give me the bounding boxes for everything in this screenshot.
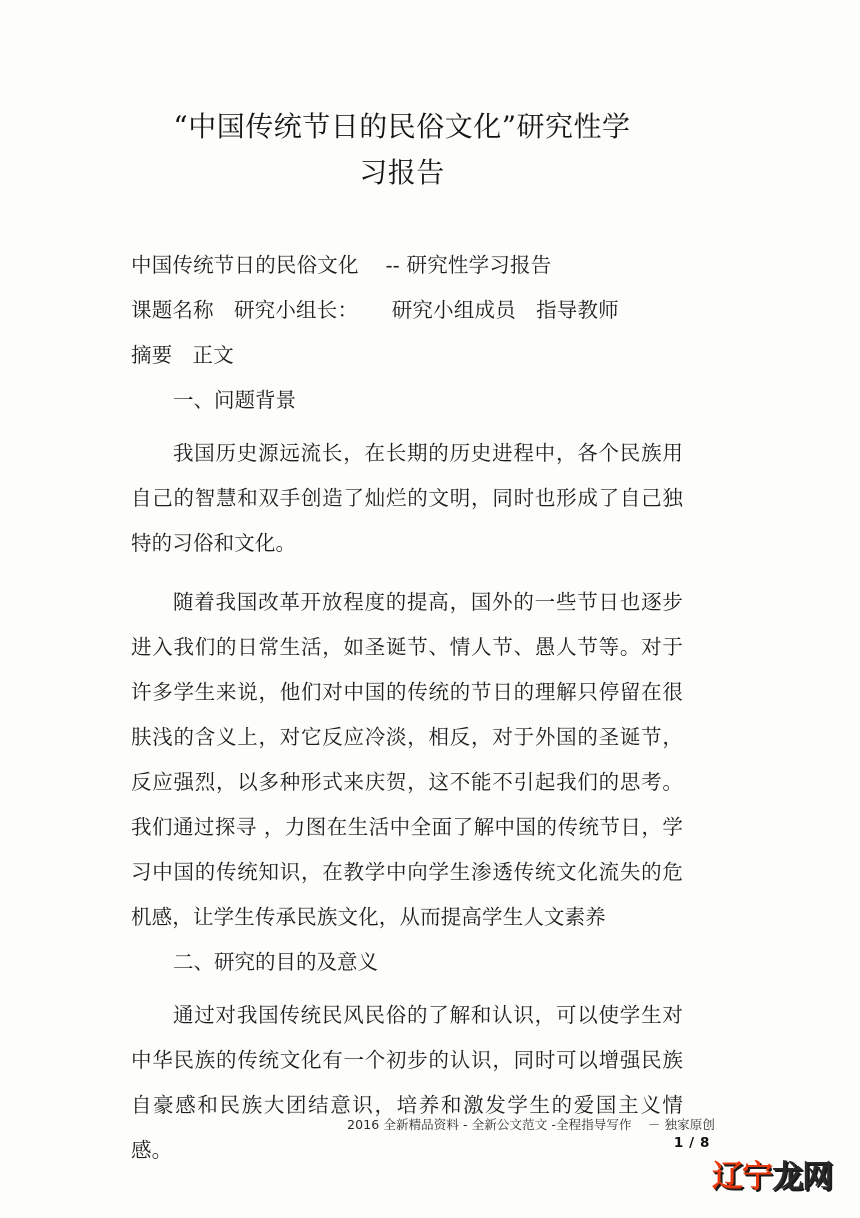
page-title [148,104,656,196]
header-line-abstract: 摘要 正文 [131,343,234,367]
header-line-subtitle: 中国传统节日的民俗文化 -- 研究性学习报告 [131,253,552,277]
section-2-paragraph-1: 通过对我国传统民风民俗的了解和认识，可以使学生对中华民族的传统文化有一个初步的认识，同时可以增强民族自豪感和民族大团结意识，培养和激发学生的爱国主义情感。 [131,1003,683,1162]
spacer [131,566,683,580]
watermark-text-red: 辽宁 [712,1159,772,1195]
watermark-logo [712,1159,832,1195]
section-1-paragraph-2: 随着我国改革开放程度的提高，国外的一些节日也逐步进入我们的日常生活，如圣诞节、情人节、愚人节等。对于许多学生来说，他们对中国的传统的节日的理解只停留在很肤浅的含义上，对它反应冷淡，相反，对于外国的圣诞节，反应强烈，以多种形式来庆贺，这不能不引起我们的思考。我们通过探寻 ，力图在生活中全面了解中国的传统节日，学习中国的传统知识，在教学中向学生渗透传统文化流失的危机感，让学生传承民族文化，从而提高学生人文素养 [131,590,683,929]
section-1-paragraph-1: 我国历史源远流长，在长期的历史进程中，各个民族用自己的智慧和双手创造了灿烂的文明，同时也形成了自己独特的习俗和文化。 [131,441,683,555]
spacer [131,423,683,431]
section-heading-1: 一、问题背景 [173,388,296,412]
page-title-line-2: 习报告 [359,156,445,189]
section-heading-2: 二、研究的目的及意义 [173,950,378,974]
footer-promo-text: 2016 全新精品资料 - 全新公文范文 -全程指导写作 － 独家原创 [347,1117,715,1132]
page-title-line-1: “中国传统节日的民俗文化”研究性学 [173,110,631,143]
header-line-meta: 课题名称 研究小组长： 研究小组成员 指导教师 [131,298,619,322]
footer-page-number: 1 / 8 [673,1135,710,1151]
watermark-text-dark: 龙网 [772,1159,832,1195]
document-body [131,243,683,1173]
spacer [131,985,683,993]
